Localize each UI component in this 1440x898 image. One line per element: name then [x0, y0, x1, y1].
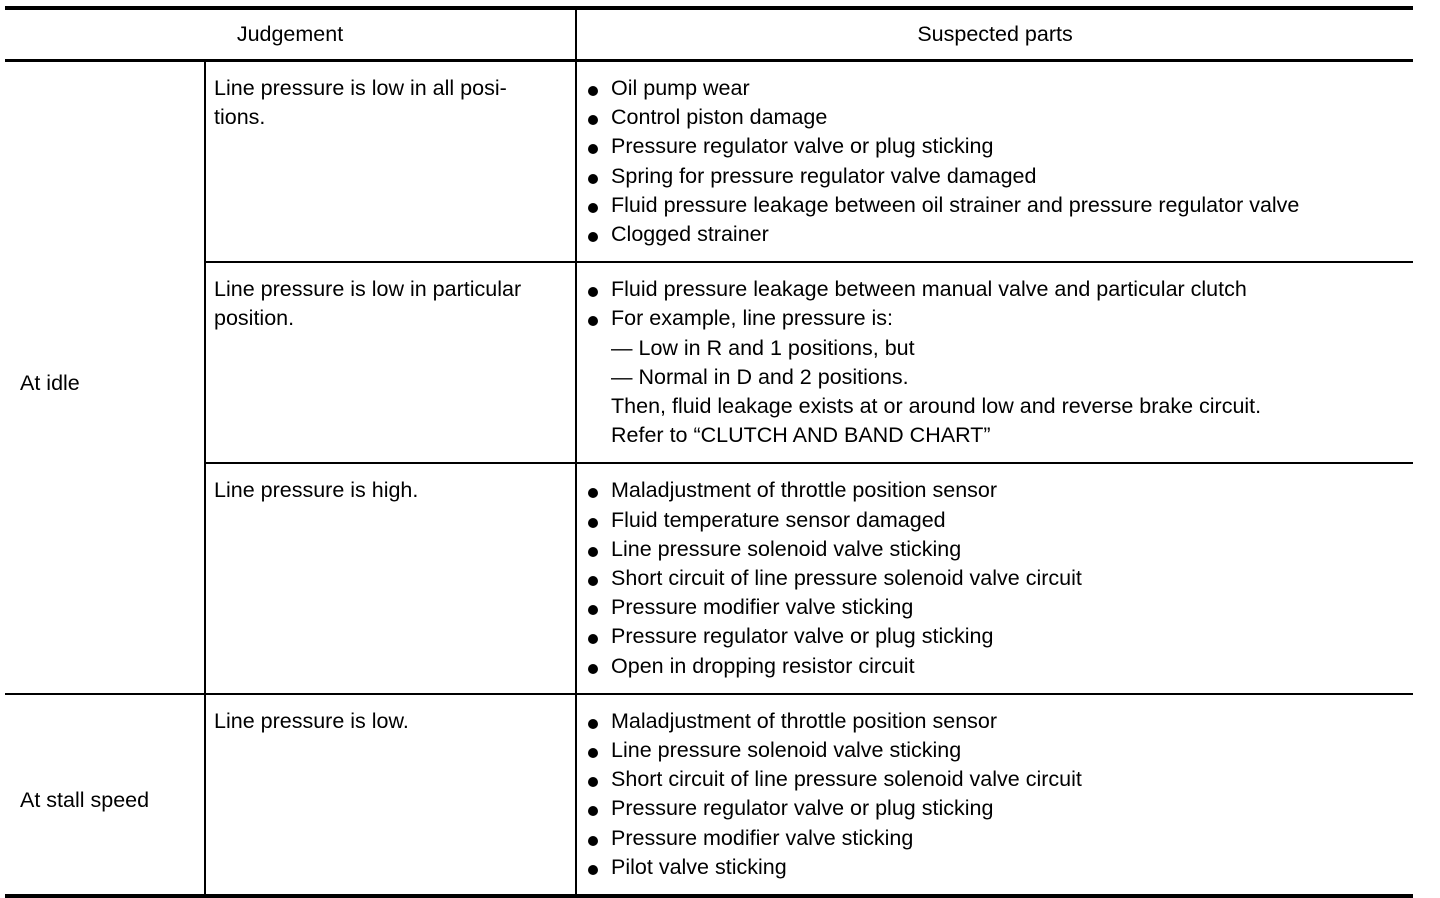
- list-item: Line pressure solenoid valve sticking: [585, 736, 1405, 765]
- suspected-parts-list: [585, 74, 1405, 249]
- list-item: Oil pump wear: [585, 74, 1405, 103]
- line-pressure-judgement-table: [5, 6, 1413, 898]
- list-item: — Normal in D and 2 positions.: [611, 364, 909, 389]
- list-item: Fluid pressure leakage between oil strainer and pressure regulator valve: [585, 191, 1405, 220]
- judgement-text: Line pressure is low in all posi- tions.: [214, 76, 507, 130]
- condition-at-idle: At idle: [5, 61, 205, 694]
- table-row: [5, 463, 1413, 693]
- condition-at-stall-speed: At stall speed: [5, 694, 205, 896]
- list-item: Line pressure solenoid valve sticking: [585, 535, 1405, 564]
- list-item: Clogged strainer: [585, 220, 1405, 249]
- judgement-cell: Line pressure is low in particular position.: [205, 262, 576, 463]
- suspected-parts-list: [585, 275, 1405, 450]
- judgement-cell: Line pressure is high.: [205, 463, 576, 693]
- list-item: Maladjustment of throttle position sensor: [585, 476, 1405, 505]
- list-item: Refer to “CLUTCH AND BAND CHART”: [611, 423, 991, 448]
- judgement-header: Judgement: [5, 8, 576, 61]
- list-item: Open in dropping resistor circuit: [585, 652, 1405, 681]
- header-row: [5, 8, 1413, 61]
- suspected-parts-cell: [576, 694, 1413, 896]
- suspected-parts-cell: [576, 61, 1413, 263]
- suspected-parts-list: [585, 707, 1405, 882]
- list-item: Maladjustment of throttle position sensor: [585, 707, 1405, 736]
- list-item: Fluid temperature sensor damaged: [585, 506, 1405, 535]
- list-item: Control piston damage: [585, 103, 1405, 132]
- suspected-parts-list: [585, 476, 1405, 680]
- suspected-parts-header: Suspected parts: [576, 8, 1413, 61]
- list-item: Pressure modifier valve sticking: [585, 824, 1405, 853]
- suspected-parts-cell: [576, 463, 1413, 693]
- list-item: Spring for pressure regulator valve damaged: [585, 162, 1405, 191]
- list-item: Fluid pressure leakage between manual valve and particular clutch: [585, 275, 1405, 304]
- list-item: Pilot valve sticking: [585, 853, 1405, 882]
- list-item: Pressure regulator valve or plug sticking: [585, 794, 1405, 823]
- suspected-parts-cell: [576, 262, 1413, 463]
- list-item: Then, fluid leakage exists at or around low and reverse brake circuit.: [611, 394, 1262, 419]
- list-item: Pressure regulator valve or plug sticking: [585, 622, 1405, 651]
- list-item: Short circuit of line pressure solenoid valve circuit: [585, 765, 1405, 794]
- table-row: [5, 61, 1413, 263]
- list-item: Pressure modifier valve sticking: [585, 593, 1405, 622]
- judgement-cell: Line pressure is low.: [205, 694, 576, 896]
- list-item: — Low in R and 1 positions, but: [611, 335, 915, 360]
- list-item: Pressure regulator valve or plug sticking: [585, 132, 1405, 161]
- table-row: [5, 262, 1413, 463]
- list-item: Short circuit of line pressure solenoid valve circuit: [585, 564, 1405, 593]
- list-item: For example, line pressure is:: [585, 304, 1405, 333]
- judgement-cell: [205, 61, 576, 263]
- table-row: [5, 694, 1413, 896]
